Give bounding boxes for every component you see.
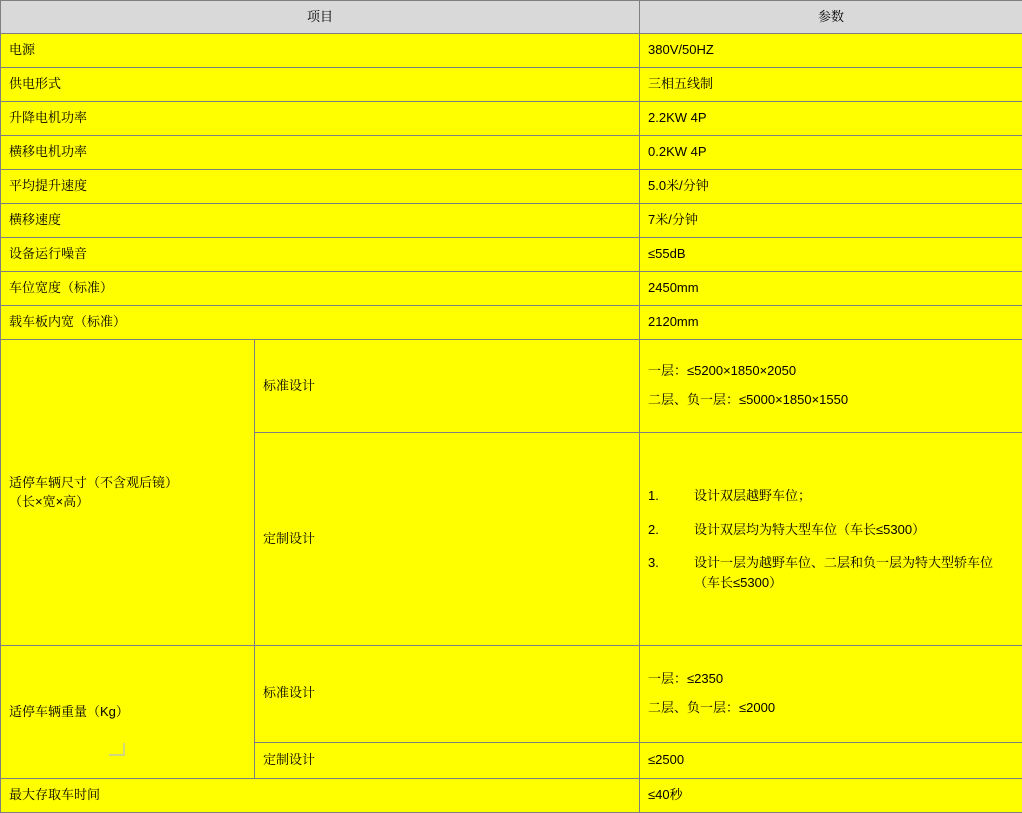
row-value: 2.2KW 4P bbox=[640, 102, 1022, 136]
row-value: 0.2KW 4P bbox=[640, 136, 1022, 170]
list-item-text: 设计双层越野车位； bbox=[694, 486, 1014, 506]
table-header bbox=[1, 1, 1022, 34]
list-item-text: 设计一层为越野车位、二层和负一层为特大型轿车位（车长≤5300） bbox=[694, 553, 1014, 592]
row-label: 升降电机功率 bbox=[1, 102, 640, 136]
row-label: 电源 bbox=[1, 34, 640, 68]
header-item: 项目 bbox=[1, 1, 640, 34]
vehicle-size-label bbox=[1, 340, 255, 646]
row-label: 载车板内宽（标准） bbox=[1, 306, 640, 340]
vehicle-weight-custom-sub: 定制设计 bbox=[255, 742, 640, 778]
list-item-number: 1. bbox=[648, 486, 694, 506]
table-row bbox=[1, 34, 1022, 68]
row-label: 设备运行噪音 bbox=[1, 238, 640, 272]
vehicle-weight-custom-value: ≤2500 bbox=[640, 742, 1022, 778]
table-row bbox=[1, 306, 1022, 340]
list-item-text: 设计双层均为特大型车位（车长≤5300） bbox=[694, 520, 1014, 540]
vehicle-size-custom-sub: 定制设计 bbox=[255, 433, 640, 646]
vehicle-size-custom-list bbox=[648, 486, 1014, 592]
row-value: 5.0米/分钟 bbox=[640, 170, 1022, 204]
vehicle-size-standard-value bbox=[640, 340, 1022, 433]
table-row-vehicle-weight-standard bbox=[1, 646, 1022, 743]
row-value: 三相五线制 bbox=[640, 68, 1022, 102]
table-row-vehicle-size-standard bbox=[1, 340, 1022, 433]
row-label: 供电形式 bbox=[1, 68, 640, 102]
row-value: ≤40秒 bbox=[640, 779, 1022, 813]
vehicle-size-custom-value bbox=[640, 433, 1022, 646]
vehicle-weight-label: 适停车辆重量（Kg） bbox=[1, 646, 255, 779]
row-label: 横移电机功率 bbox=[1, 136, 640, 170]
table-row bbox=[1, 68, 1022, 102]
table-row bbox=[1, 238, 1022, 272]
vehicle-size-label-line2: （长×宽×高） bbox=[9, 493, 246, 512]
list-item bbox=[648, 520, 1014, 540]
vehicle-size-standard-sub: 标准设计 bbox=[255, 340, 640, 433]
row-value: 2120mm bbox=[640, 306, 1022, 340]
table-row bbox=[1, 779, 1022, 813]
row-label: 横移速度 bbox=[1, 204, 640, 238]
row-value: 7米/分钟 bbox=[640, 204, 1022, 238]
vehicle-weight-standard-value bbox=[640, 646, 1022, 743]
list-item-number: 3. bbox=[648, 553, 694, 592]
row-value: ≤55dB bbox=[640, 238, 1022, 272]
vehicle-weight-standard-sub: 标准设计 bbox=[255, 646, 640, 743]
list-item-number: 2. bbox=[648, 520, 694, 540]
vehicle-size-standard-line2: 二层、负一层：≤5000×1850×1550 bbox=[648, 391, 1014, 410]
row-label: 最大存取车时间 bbox=[1, 779, 640, 813]
vehicle-weight-standard-line2: 二层、负一层：≤2000 bbox=[648, 699, 1014, 718]
list-item bbox=[648, 486, 1014, 506]
list-item bbox=[648, 553, 1014, 592]
table-row bbox=[1, 272, 1022, 306]
vehicle-size-label-line1: 适停车辆尺寸（不含观后镜） bbox=[9, 474, 246, 493]
row-value: 380V/50HZ bbox=[640, 34, 1022, 68]
table-row bbox=[1, 170, 1022, 204]
header-parameter: 参数 bbox=[640, 1, 1022, 34]
row-label: 平均提升速度 bbox=[1, 170, 640, 204]
row-value: 2450mm bbox=[640, 272, 1022, 306]
table-row bbox=[1, 136, 1022, 170]
vehicle-weight-standard-line1: 一层：≤2350 bbox=[648, 670, 1014, 689]
table-header-row bbox=[1, 1, 1022, 34]
table-row bbox=[1, 204, 1022, 238]
table-row bbox=[1, 102, 1022, 136]
vehicle-size-standard-line1: 一层：≤5200×1850×2050 bbox=[648, 362, 1014, 381]
table-body bbox=[1, 34, 1022, 813]
row-label: 车位宽度（标准） bbox=[1, 272, 640, 306]
